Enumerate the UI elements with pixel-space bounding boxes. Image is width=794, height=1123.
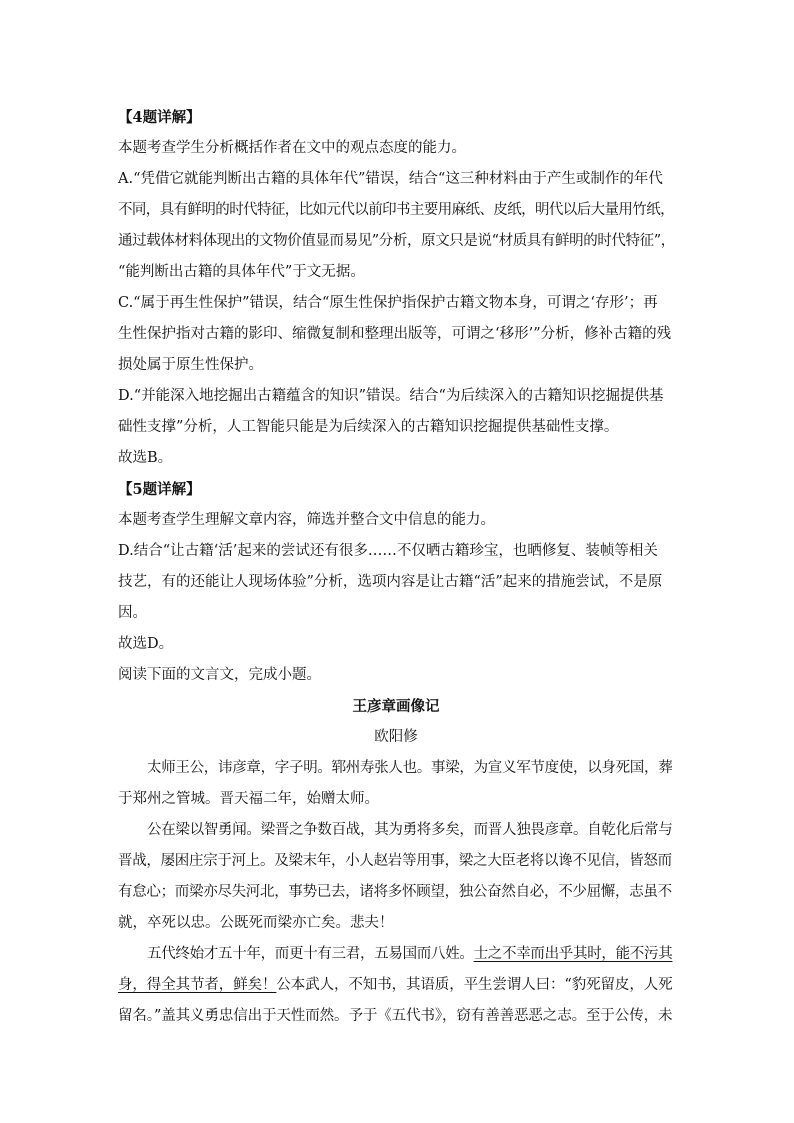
- essay-para3-plain-text: 公本武人，不知书，其语质，平生尝谓人曰：“豹死留皮，人死: [276, 977, 673, 993]
- section4-option-c-line: 生性保护指对古籍的影印、缩微复制和整理出版等，可谓之‘移形’”分析，修补古籍的残: [118, 326, 672, 342]
- section4-option-a-line: 通过载体材料体现出的文物价值显而易见”分析，原文只是说“材质具有鲜明的时代特征”，: [118, 233, 675, 249]
- essay-para2-line: 晋战，屡困庄宗于河上。及梁末年，小人赵岩等用事，梁之大臣老将以谗不见信，皆怒而: [118, 853, 672, 869]
- essay-para3-underlined-text: 士之不幸而出乎其时，能不污其: [473, 946, 673, 962]
- essay-para2-line: 就，卒死以忠。公既死而梁亦亡矣。悲夫！: [118, 915, 394, 931]
- section5-option-d-line: D.结合“让古籍‘活’起来的尝试还有很多……不仅晒古籍珍宝，也晒修复、装帧等相关: [118, 543, 658, 559]
- essay-para3-plain-text: 五代终始才五十年，而更十有三君，五易国而八姓。: [147, 946, 474, 962]
- essay-para3-line: [118, 939, 674, 970]
- section4-answer: 故选B。: [118, 450, 173, 466]
- essay-para3-line: [118, 970, 674, 1001]
- section5-option-d-line: 技艺，有的还能让人现场体验”分析，选项内容是让古籍“活”起来的措施尝试，不是原: [118, 574, 663, 590]
- section5-answer: 故选D。: [118, 636, 174, 652]
- section4-option-d-line: 础性支撑”分析，人工智能只能是为后续深入的古籍知识挖掘提供基础性支撑。: [118, 419, 619, 435]
- section5-option-d-line: 因。: [118, 605, 147, 621]
- section4-option-a-line: 不同，具有鲜明的时代特征，比如元代以前印书主要用麻纸、皮纸，明代以后大量用竹纸，: [118, 202, 674, 218]
- essay-para3-underlined-text: 身，得全其节者，鲜矣！: [118, 977, 277, 993]
- section4-option-c-line: C.“属于再生性保护”错误，结合“原生性保护指保护古籍文物本身，可谓之‘存形’；再: [118, 295, 658, 311]
- essay-para1-line: 太师王公，讳彦章，字子明。郓州寿张人也。事梁，为宣义军节度使，以身死国，葬: [147, 760, 673, 776]
- section4-heading: 【4题详解】: [118, 109, 201, 126]
- essay-author: 欧阳修: [374, 729, 418, 745]
- section4-intro: 本题考查学生分析概括作者在文中的观点态度的能力。: [118, 140, 466, 156]
- essay-para1-line: 于郑州之管城。晋天福二年，始赠太师。: [118, 791, 379, 807]
- essay-para2-line: 公在梁以智勇闻。梁晋之争数百战，其为勇将多矣，而晋人独畏彦章。自乾化后常与: [147, 822, 673, 838]
- section4-option-d-line: D.“并能深入地挖掘出古籍蕴含的知识”错误。结合“为后续深入的古籍知识挖掘提供基: [118, 388, 664, 404]
- document-content: [118, 102, 674, 1032]
- section4-option-a-line: A.“凭借它就能判断出古籍的具体年代”错误，结合“这三种材料由于产生或制作的年代: [118, 171, 663, 187]
- essay-para3-line: 留名。”盖其义勇忠信出于天性而然。予于《五代书》，窃有善善恶恶之志。至于公传，未: [118, 1008, 673, 1024]
- section4-option-c-line: 损处属于原生性保护。: [118, 357, 263, 373]
- essay-para2-line: 有怠心；而梁亦尽失河北，事势已去，诸将多怀顾望，独公奋然自必，不少屈懈，志虽不: [118, 884, 672, 900]
- essay-title: 王彦章画像记: [352, 698, 440, 715]
- reading-prompt: 阅读下面的文言文，完成小题。: [118, 667, 321, 683]
- section4-option-a-line: “能判断出古籍的具体年代”于文无据。: [118, 264, 365, 280]
- section5-heading: 【5题详解】: [118, 481, 201, 498]
- section5-intro: 本题考查学生理解文章内容，筛选并整合文中信息的能力。: [118, 512, 495, 528]
